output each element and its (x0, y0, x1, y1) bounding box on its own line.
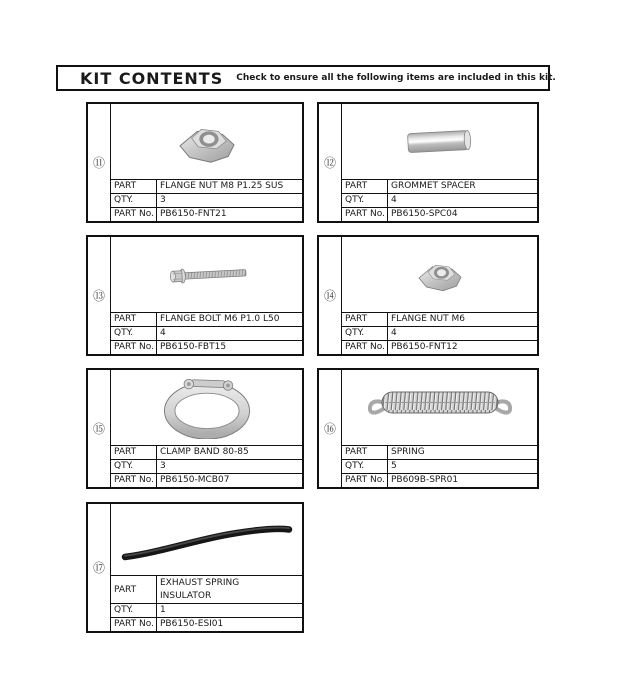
item-number-cell (88, 104, 111, 221)
part-label: PART (342, 446, 388, 459)
part-no-value: PB6150-ESI01 (160, 619, 224, 629)
part-no-value: PB6150-FNT12 (391, 342, 458, 352)
qty-label: QTY. (342, 327, 388, 340)
qty-value: 4 (160, 328, 166, 338)
item-number: ⑯ (323, 422, 336, 436)
part-value: CLAMP BAND 80-85 (160, 447, 249, 457)
item-content (111, 104, 302, 221)
part-value (157, 576, 302, 603)
part-label: PART (342, 313, 388, 326)
qty-label: QTY. (111, 327, 157, 340)
part-image-flange-bolt-icon (111, 237, 302, 312)
part-label: PART (342, 180, 388, 193)
kit-item-box-15 (86, 368, 304, 489)
qty-label: QTY. (342, 194, 388, 207)
part-image-exhaust-spring-insulator-icon (111, 504, 302, 575)
part-image-flange-nut-m8-icon (111, 104, 302, 179)
qty-value: 3 (160, 461, 166, 471)
part-no-value: PB609B-SPR01 (391, 475, 459, 485)
qty-label: QTY. (111, 460, 157, 473)
qty-value: 5 (391, 461, 397, 471)
item-number-cell (88, 237, 111, 354)
item-number: ⑰ (92, 561, 105, 575)
part-no-label: PART No. (111, 341, 157, 354)
qty-label: QTY. (111, 194, 157, 207)
part-label: PART (111, 576, 157, 603)
part-no-row (342, 473, 537, 487)
part-row (111, 575, 302, 603)
qty-label: QTY. (111, 604, 157, 617)
part-row (342, 445, 537, 459)
item-number: ⑭ (323, 289, 336, 303)
qty-row (342, 193, 537, 207)
part-row (111, 312, 302, 326)
part-no-label: PART No. (111, 474, 157, 487)
kit-item-box-12 (317, 102, 539, 223)
qty-row (111, 193, 302, 207)
part-value: FLANGE NUT M8 P1.25 SUS (160, 181, 284, 191)
qty-row (342, 459, 537, 473)
item-content (342, 104, 537, 221)
part-no-value: PB6150-FNT21 (160, 209, 227, 219)
item-content (111, 237, 302, 354)
qty-value: 1 (160, 605, 166, 615)
item-number: ⑫ (323, 156, 336, 170)
part-no-row (111, 617, 302, 631)
part-no-row (111, 340, 302, 354)
part-no-label: PART No. (342, 208, 388, 221)
part-no-row (111, 207, 302, 221)
part-value-text: EXHAUST SPRING INSULATOR (160, 578, 240, 601)
item-content (111, 504, 302, 631)
header-box (56, 65, 556, 91)
item-number-cell (88, 504, 111, 631)
item-number-cell (319, 370, 342, 487)
item-number-cell (319, 237, 342, 354)
qty-value: 4 (391, 195, 397, 205)
part-no-row (342, 340, 537, 354)
item-content (111, 370, 302, 487)
part-no-label: PART No. (111, 618, 157, 631)
part-value: SPRING (391, 447, 425, 457)
part-label: PART (111, 313, 157, 326)
part-no-label: PART No. (342, 474, 388, 487)
part-value: FLANGE NUT M6 (391, 314, 465, 324)
part-image-spring-icon (342, 370, 537, 445)
part-no-value: PB6150-SPC04 (391, 209, 458, 219)
kit-item-box-14 (317, 235, 539, 356)
item-number-cell (319, 104, 342, 221)
item-number: ⑬ (92, 289, 105, 303)
part-no-row (111, 473, 302, 487)
qty-label: QTY. (342, 460, 388, 473)
part-label: PART (111, 446, 157, 459)
part-image-flange-nut-m6-icon (342, 237, 537, 312)
part-label: PART (111, 180, 157, 193)
part-row (342, 179, 537, 193)
qty-row (111, 326, 302, 340)
part-row (342, 312, 537, 326)
kit-item-box-16 (317, 368, 539, 489)
qty-row (111, 459, 302, 473)
page-title: KIT CONTENTS (80, 68, 224, 88)
part-row (111, 445, 302, 459)
part-value: GROMMET SPACER (391, 181, 476, 191)
kit-item-box-13 (86, 235, 304, 356)
kit-item-box-11 (86, 102, 304, 223)
qty-row (342, 326, 537, 340)
item-content (342, 370, 537, 487)
item-number-cell (88, 370, 111, 487)
qty-value: 4 (391, 328, 397, 338)
part-value: FLANGE BOLT M6 P1.0 L50 (160, 314, 280, 324)
part-row (111, 179, 302, 193)
part-no-value: PB6150-FBT15 (160, 342, 227, 352)
page-subtitle: Check to ensure all the following items are included in this kit. (236, 73, 556, 83)
item-number: ⑪ (92, 156, 105, 170)
item-number: ⑮ (92, 422, 105, 436)
item-content (342, 237, 537, 354)
kit-item-box-17 (86, 502, 304, 633)
part-no-value: PB6150-MCB07 (160, 475, 230, 485)
part-no-label: PART No. (342, 341, 388, 354)
part-image-grommet-spacer-icon (342, 104, 537, 179)
part-no-label: PART No. (111, 208, 157, 221)
part-image-clamp-band-icon (111, 370, 302, 445)
part-no-row (342, 207, 537, 221)
qty-row (111, 603, 302, 617)
qty-value: 3 (160, 195, 166, 205)
